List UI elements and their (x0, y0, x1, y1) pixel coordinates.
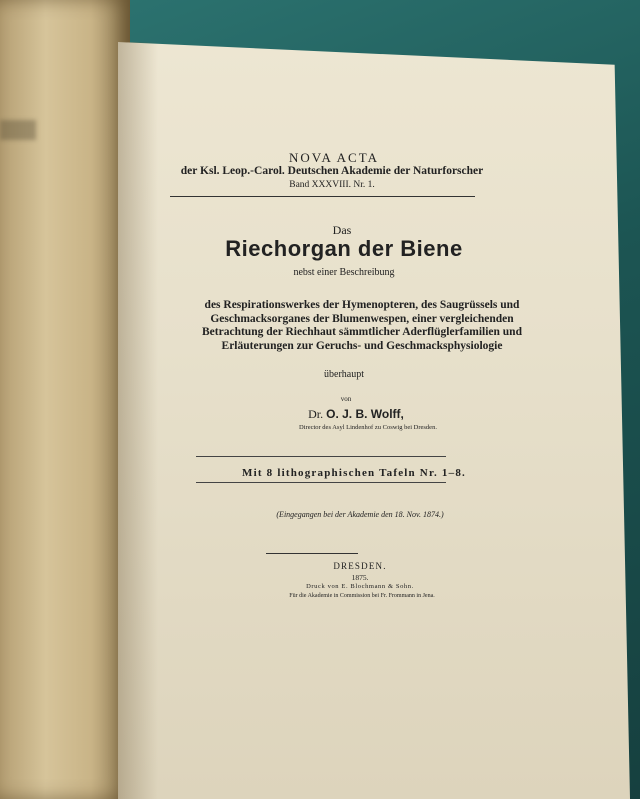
imprint-commission: Für die Akademie in Commission bei Fr. Frommann in Jena. (289, 593, 435, 599)
imprint-rule (266, 553, 358, 554)
author-name: O. J. B. Wolff, (326, 407, 404, 421)
author (100, 407, 612, 422)
plates-rule-bottom (196, 482, 446, 483)
imprint-printer: Druck von E. Blochmann & Sohn. (306, 583, 414, 590)
description-end: überhaupt (324, 369, 364, 380)
description-line: Geschmacksorganes der Blumenwespen, einer vergleichenden (210, 312, 514, 325)
subtitle: nebst einer Beschreibung (293, 267, 395, 278)
journal-name: NOVA ACTA (288, 150, 380, 165)
imprint-city: DRESDEN. (333, 561, 387, 571)
description-line: Betrachtung der Riechhaut sämmtlicher Aderflüglerfamilien und (202, 326, 522, 338)
received-date: (Eingegangen bei der Akademie den 18. Nov. 1874.) (276, 510, 444, 519)
plates-rule-top (196, 456, 446, 457)
academy-name: der Ksl. Leop.-Carol. Deutschen Akademie der Naturforscher (180, 165, 484, 177)
title-article: Das (332, 223, 352, 237)
author-title: Director des Asyl Lindenhof zu Coswig bei Dresden. (299, 424, 437, 431)
title-page-content (118, 42, 630, 799)
description (142, 299, 582, 353)
main-title: Riechorgan der Biene (225, 236, 463, 261)
plates-note: Mit 8 lithographischen Tafeln Nr. 1–8. (242, 467, 466, 479)
header-rule (170, 196, 475, 197)
imprint-year: 1875. (351, 573, 369, 582)
description-line: des Respirationswerkes der Hymenopteren, des Saugrüssels und (204, 299, 520, 311)
ink-bleed (0, 120, 36, 140)
by-label: von (340, 395, 352, 403)
author-prefix: Dr. (308, 407, 324, 421)
volume-number: Band XXXVIII. Nr. 1. (289, 180, 375, 190)
description-line: Erläuterungen zur Geruchs- und Geschmacksphysiologie (221, 339, 503, 352)
